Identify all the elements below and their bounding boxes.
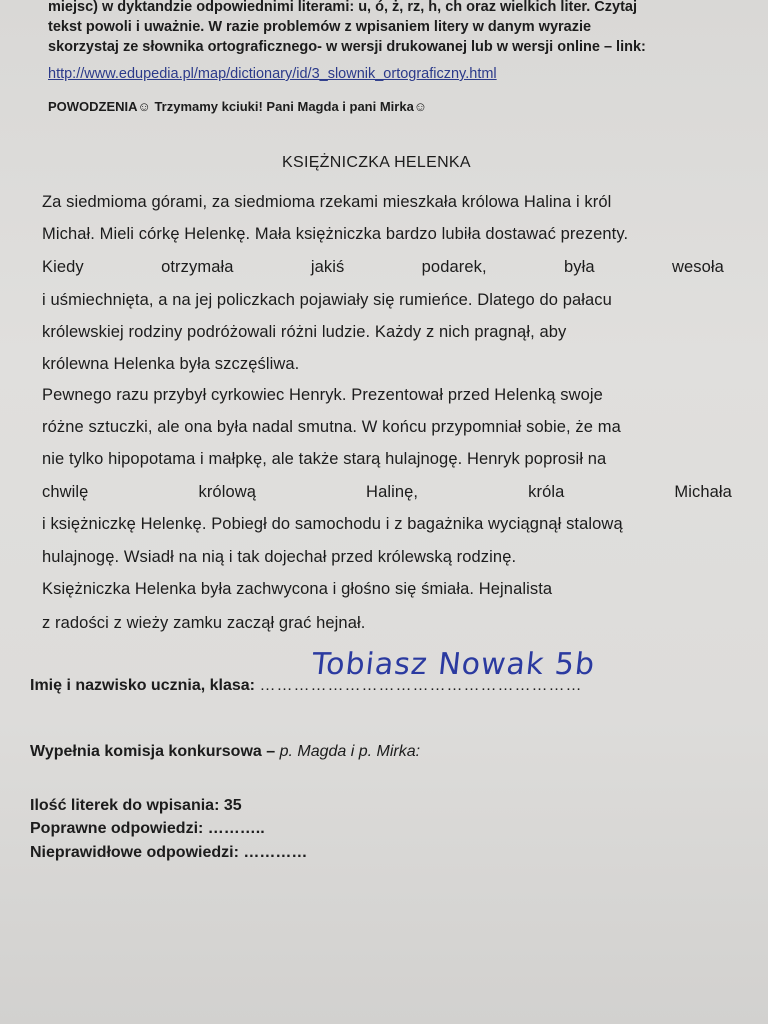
story-word: otrzymała <box>161 258 234 276</box>
instructions-line: miejsc) w dyktandzie odpowiednimi literami: u, ó, ż, rz, h, ch oraz wielkich liter. Czytaj <box>48 0 637 15</box>
story-word: chwilę <box>42 483 89 501</box>
story-line: Michał. Mieli córkę Helenkę. Mała księżniczka bardzo lubiła dostawać prezenty. <box>42 225 629 243</box>
story-line: i uśmiechnięta, a na jej policzkach pojawiały się rumieńce. Dlatego do pałacu <box>42 291 612 309</box>
story-word: Kiedy <box>42 258 84 276</box>
story-line: Pewnego razu przybył cyrkowiec Henryk. Prezentował przed Helenką swoje <box>42 386 603 404</box>
letters-count: Ilość literek do wpisania: 35 <box>30 797 242 814</box>
story-line: Księżniczka Helenka była zachwycona i głośno się śmiała. Hejnalista <box>42 580 553 598</box>
story-word: Halinę, <box>366 483 419 501</box>
story-line: różne sztuczki, ale ona była nadal smutna. W końcu przypomniał sobie, że ma <box>42 418 621 436</box>
good-luck-note: POWODZENIA☺ Trzymamy kciuki! Pani Magda i pani Mirka☺ <box>48 99 428 114</box>
wrong-answers-field[interactable]: Nieprawidłowe odpowiedzi: ………… <box>30 844 308 861</box>
story-line <box>42 483 732 502</box>
story-word: wesoła <box>671 258 724 276</box>
story-line: królewskiej rodziny podróżowali różni ludzie. Każdy z nich pragnął, aby <box>42 323 567 341</box>
story-line: Za siedmioma górami, za siedmioma rzekami mieszkała królowa Halina i król <box>42 193 612 211</box>
story-line: królewna Helenka była szczęśliwa. <box>42 355 300 373</box>
instructions-line: skorzystaj ze słownika ortograficznego- w wersji drukowanej lub w wersji online – link: <box>48 39 646 55</box>
story-title: KSIĘŻNICZKA HELENKA <box>282 154 471 171</box>
story-word: króla <box>528 483 565 501</box>
story-word: była <box>563 258 595 276</box>
story-line: nie tylko hipopotama i małpkę, ale także starą hulajnogę. Henryk poprosił na <box>42 450 607 468</box>
committee-names: p. Magda i p. Mirka: <box>279 743 421 760</box>
story-line <box>42 258 724 277</box>
correct-answers-field[interactable]: Poprawne odpowiedzi: ……….. <box>30 820 265 837</box>
story-line: z radości z wieży zamku zaczął grać hejnał. <box>42 614 366 632</box>
story-line: i księżniczkę Helenkę. Pobiegł do samochodu i z bagażnika wyciągnął stalową <box>42 515 623 533</box>
story-line: hulajnogę. Wsiadł na nią i tak dojechał przed królewską rodzinę. <box>42 548 517 566</box>
story-word: królową <box>198 483 257 501</box>
story-word: Michała <box>674 483 732 501</box>
student-name-label: Imię i nazwisko ucznia, klasa: <box>30 677 255 694</box>
story-word: podarek, <box>421 258 487 276</box>
committee-line <box>30 743 420 761</box>
story-word: jakiś <box>310 258 345 276</box>
dictionary-link[interactable]: http://www.edupedia.pl/map/dictionary/id/3_slownik_ortograficzny.html <box>48 66 497 82</box>
student-name-handwriting: Tobiasz Nowak 5b <box>310 647 597 682</box>
instructions-line: tekst powoli i uważnie. W razie problemów z wpisaniem litery w danym wyrazie <box>48 19 592 35</box>
student-name-dots: ………………………………………………… <box>259 677 583 694</box>
committee-label: Wypełnia komisja konkursowa – <box>30 743 276 760</box>
